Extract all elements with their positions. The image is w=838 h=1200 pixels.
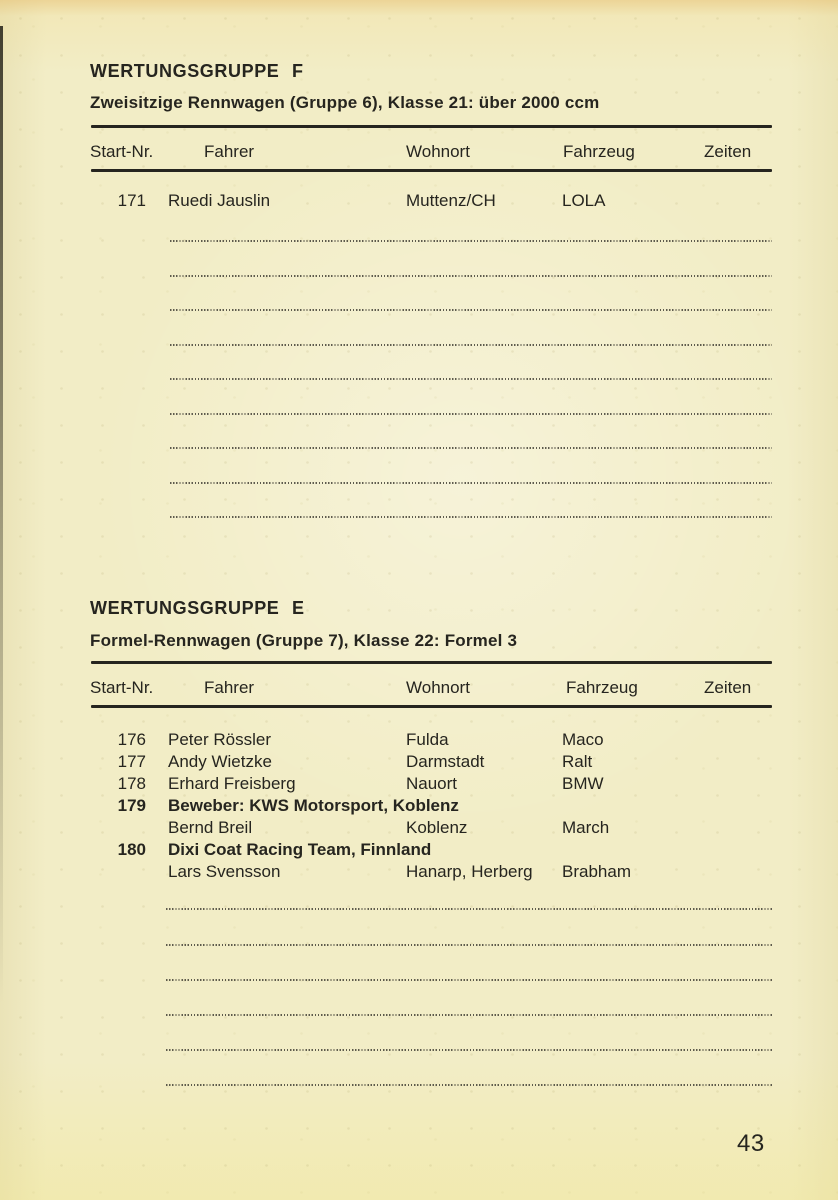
column-header-fahrzeug: Fahrzeug [563, 142, 635, 161]
column-header-fahrer: Fahrer [204, 678, 255, 697]
cell-fahrer: Dixi Coat Racing Team, Finnland [168, 840, 432, 859]
table-rule-top [91, 661, 772, 664]
cell-fahrer: Bernd Breil [168, 818, 253, 837]
entry-row-team [0, 840, 838, 860]
ruled-line [166, 944, 772, 946]
entry-row [0, 862, 838, 882]
table-header-row [0, 142, 838, 162]
cell-start-nr: 178 [117, 774, 146, 793]
column-header-wohnort: Wohnort [406, 142, 470, 161]
entry-row-team [0, 796, 838, 816]
cell-fahrer: Andy Wietzke [168, 752, 272, 771]
table-rule-top [91, 125, 772, 128]
cell-fahrer: Lars Svensson [168, 862, 281, 881]
ruled-line [170, 447, 772, 449]
column-header-zeiten: Zeiten [704, 142, 752, 161]
ruled-line [170, 413, 772, 415]
ruled-line [166, 1084, 772, 1086]
column-header-fahrzeug: Fahrzeug [566, 678, 638, 697]
cell-wohnort: Fulda [406, 730, 449, 749]
section-title: WERTUNGSGRUPPE F [90, 61, 304, 81]
ruled-line [166, 1014, 772, 1016]
cell-fahrer: Ruedi Jauslin [168, 191, 271, 210]
ruled-line [170, 344, 772, 346]
ruled-line [166, 1049, 772, 1051]
cell-fahrer: Peter Rössler [168, 730, 271, 749]
cell-wohnort: Muttenz/CH [406, 191, 496, 210]
entry-row [0, 818, 838, 838]
ruled-line [170, 378, 772, 380]
entry-row [0, 774, 838, 794]
cell-start-nr: 177 [117, 752, 146, 771]
table-rule-bottom [91, 169, 772, 172]
entry-row [0, 730, 838, 750]
cell-start-nr: 171 [117, 191, 146, 210]
table-rule-bottom [91, 705, 772, 708]
table-header-row [0, 678, 838, 698]
ruled-line [170, 275, 772, 277]
ruled-line [166, 979, 772, 981]
page-number: 43 [737, 1130, 765, 1157]
section-subtitle: Zweisitzige Rennwagen (Gruppe 6), Klasse 21: über 2000 ccm [90, 93, 600, 112]
entry-row [0, 191, 838, 211]
section-title: WERTUNGSGRUPPE E [90, 598, 305, 618]
cell-start-nr: 180 [117, 840, 146, 859]
cell-fahrzeug: Ralt [562, 752, 593, 771]
cell-wohnort: Nauort [406, 774, 458, 793]
ruled-line [170, 516, 772, 518]
column-header-start-nr: Start-Nr. [90, 678, 154, 697]
section-subtitle: Formel-Rennwagen (Gruppe 7), Klasse 22: Formel 3 [90, 631, 518, 650]
ruled-line [170, 309, 772, 311]
cell-start-nr: 176 [117, 730, 146, 749]
ruled-line [170, 482, 772, 484]
cell-fahrzeug: Brabham [562, 862, 631, 881]
column-header-wohnort: Wohnort [406, 678, 470, 697]
cell-wohnort: Hanarp, Herberg [406, 862, 533, 881]
cell-fahrer: Beweber: KWS Motorsport, Koblenz [168, 796, 459, 815]
cell-fahrzeug: BMW [562, 774, 604, 793]
column-header-fahrer: Fahrer [204, 142, 255, 161]
ruled-line [170, 240, 772, 242]
cell-fahrer: Erhard Freisberg [168, 774, 296, 793]
entry-row [0, 752, 838, 772]
cell-fahrzeug: March [562, 818, 610, 837]
cell-wohnort: Koblenz [406, 818, 468, 837]
ruled-line [166, 908, 772, 910]
scan-edge-shadow [0, 26, 3, 1046]
cell-wohnort: Darmstadt [406, 752, 485, 771]
column-header-start-nr: Start-Nr. [90, 142, 154, 161]
cell-fahrzeug: LOLA [562, 191, 606, 210]
column-header-zeiten: Zeiten [704, 678, 752, 697]
cell-fahrzeug: Maco [562, 730, 604, 749]
cell-start-nr: 179 [117, 796, 146, 815]
